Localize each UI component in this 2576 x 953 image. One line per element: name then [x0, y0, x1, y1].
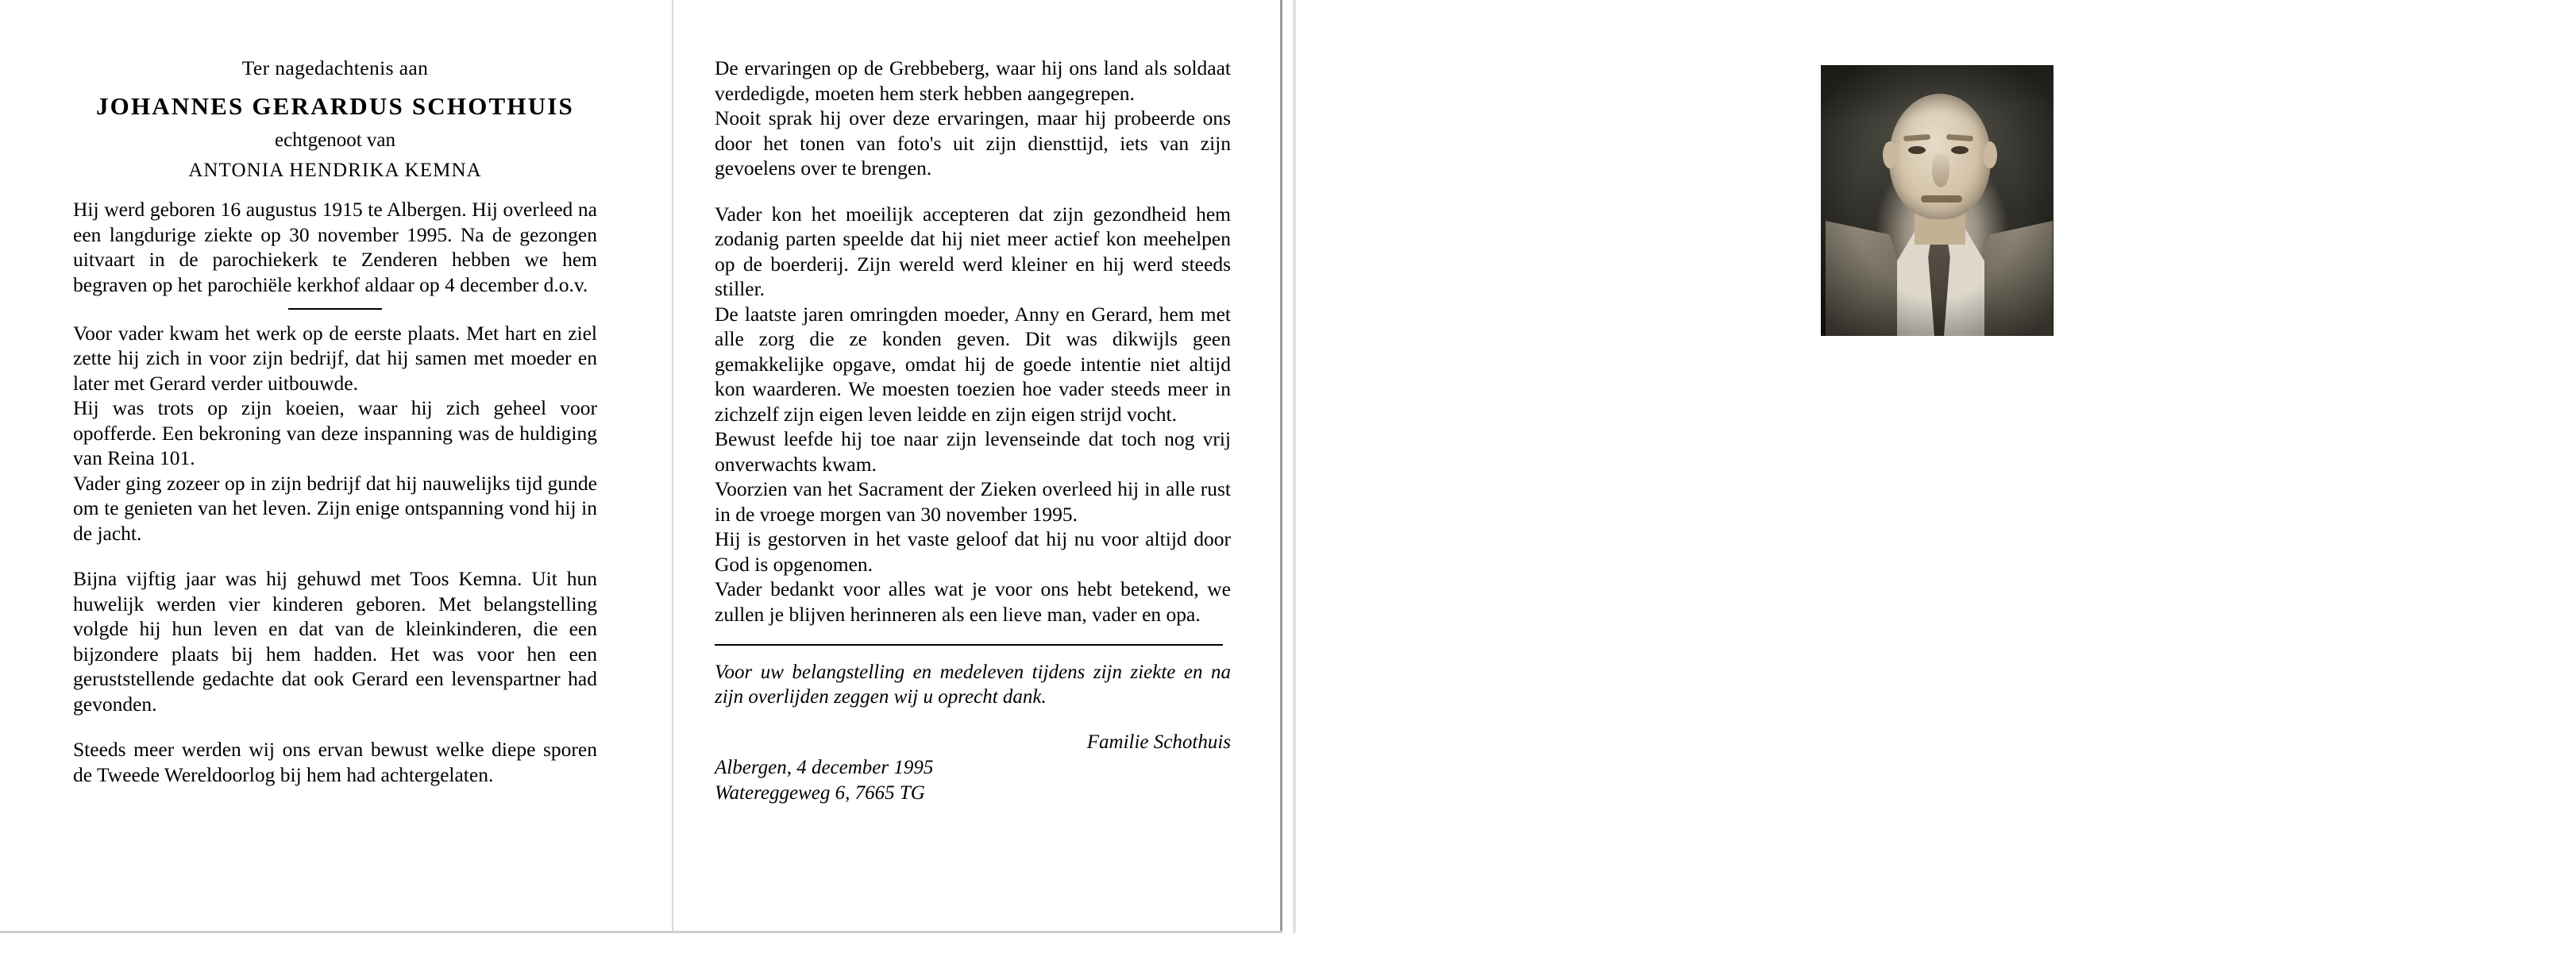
divider-rule	[288, 308, 382, 310]
right-paragraph-3: Vader kon het moeilijk accepteren dat zijn gezondheid hem zodanig parten speelde dat hij niet meer actief kon meehelpen op de boerderij. Zijn wereld werd kleiner en hij werd steeds stiller.	[715, 202, 1231, 300]
left-paragraph-1: Voor vader kwam het werk op de eerste plaats. Met hart en ziel zette hij zich in voor zijn bedrijf, dat hij samen met moeder en later met Gerard verder uitbouwde.	[73, 321, 597, 395]
card-bottom-edge	[0, 931, 1282, 933]
right-gap-1	[715, 181, 1231, 202]
paragraph-gap	[73, 546, 597, 566]
left-paragraph-2: Hij was trots op zijn koeien, waar hij zich geheel voor opofferde. Een bekroning van deze inspanning was de huldiging van Reina 101.	[73, 396, 597, 469]
right-paragraph-2: Nooit sprak hij over deze ervaringen, maar hij probeerde ons door het tonen van foto's uit zijn diensttijd, iets van zijn gevoelens over te brengen.	[715, 106, 1231, 179]
spouse-name: ANTONIA HENDRIKA KEMNA	[188, 159, 482, 181]
biography-paragraph: Hij werd geboren 16 augustus 1915 te Albergen. Hij overleed na een langdurige ziekte op 30 november 1995. Na de gezongen uitvaart in de parochiekerk te Zenderen hebben we hem begraven op het parochiële kerkhof aldaar op 4 december d.o.v.	[73, 198, 597, 296]
deceased-name: JOHANNES GERARDUS SCHOTHUIS	[95, 91, 574, 120]
right-paragraph-8: Vader bedankt voor alles wat je voor ons hebt betekend, we zullen je blijven herinneren als een lieve man, vader en opa.	[715, 577, 1231, 626]
thanks-note: Voor uw belangstelling en medeleven tijdens zijn ziekte en na zijn overlijden zeggen wij u oprecht dank.	[715, 661, 1231, 708]
photo-vignette	[1821, 65, 2053, 336]
portrait-photo	[1821, 65, 2053, 336]
memorial-card	[0, 0, 1286, 933]
right-paragraph-7: Hij is gestorven in het vaste geloof dat hij nu voor altijd door God is opgenomen.	[715, 527, 1231, 576]
card-right-edge	[1280, 0, 1282, 933]
right-paragraph-1: De ervaringen op de Grebbeberg, waar hij ons land als soldaat verdedigde, moeten hem sterk hebben aangegrepen.	[715, 56, 1231, 105]
paragraph-gap-2	[73, 716, 597, 737]
right-text-column	[715, 56, 1231, 805]
spouse-label: echtgenoot van	[274, 129, 396, 151]
left-paragraph-3: Vader ging zozeer op in zijn bedrijf dat hij nauwelijks tijd gunde om te genieten van het leven. Zijn enige ontspanning vond hij in de jacht.	[73, 471, 597, 545]
right-paragraph-4: De laatste jaren omringden moeder, Anny en Gerard, hem met alle zorg die ze konden geven. Dit was dikwijls geen gemakkelijke opgave, omdat hij de goede intentie niet altijd kon waarderen. We moesten toezien hoe vader steeds meer in zichzelf zijn eigen leven leidde en zijn eigen strijd vocht.	[715, 302, 1231, 426]
divider-rule-wide	[715, 644, 1223, 646]
left-paragraph-5: Steeds meer werden wij ons ervan bewust welke diepe sporen de Tweede Wereldoorlog bij hem had achtergelaten.	[73, 738, 597, 786]
right-paragraph-5: Bewust leefde hij toe naar zijn levenseinde dat toch nog vrij onverwachts kwam.	[715, 427, 1231, 476]
card-fold-line	[672, 0, 673, 933]
place-date: Albergen, 4 december 1995	[715, 757, 934, 778]
address: Watereggeweg 6, 7665 TG	[715, 782, 925, 804]
left-paragraph-4: Bijna vijftig jaar was hij gehuwd met Toos Kemna. Uit hun huwelijk werden vier kinderen geboren. Met belangstelling volgde hij hun leven en dat van de kleinkinderen, die een bijzondere plaats bij hem hadden. Het was voor hen een geruststellende gedachte dat ook Gerard een levenspartner had gevonden.	[73, 567, 597, 716]
family-signature: Familie Schothuis	[1086, 731, 1231, 753]
photo-panel	[1296, 0, 2576, 933]
left-text-column	[73, 56, 597, 787]
right-paragraph-6: Voorzien van het Sacrament der Zieken overleed hij in alle rust in de vroege morgen van 30 november 1995.	[715, 477, 1231, 526]
portrait-photo-frame	[1818, 62, 2057, 339]
in-memory-of-line: Ter nagedachtenis aan	[241, 56, 429, 79]
